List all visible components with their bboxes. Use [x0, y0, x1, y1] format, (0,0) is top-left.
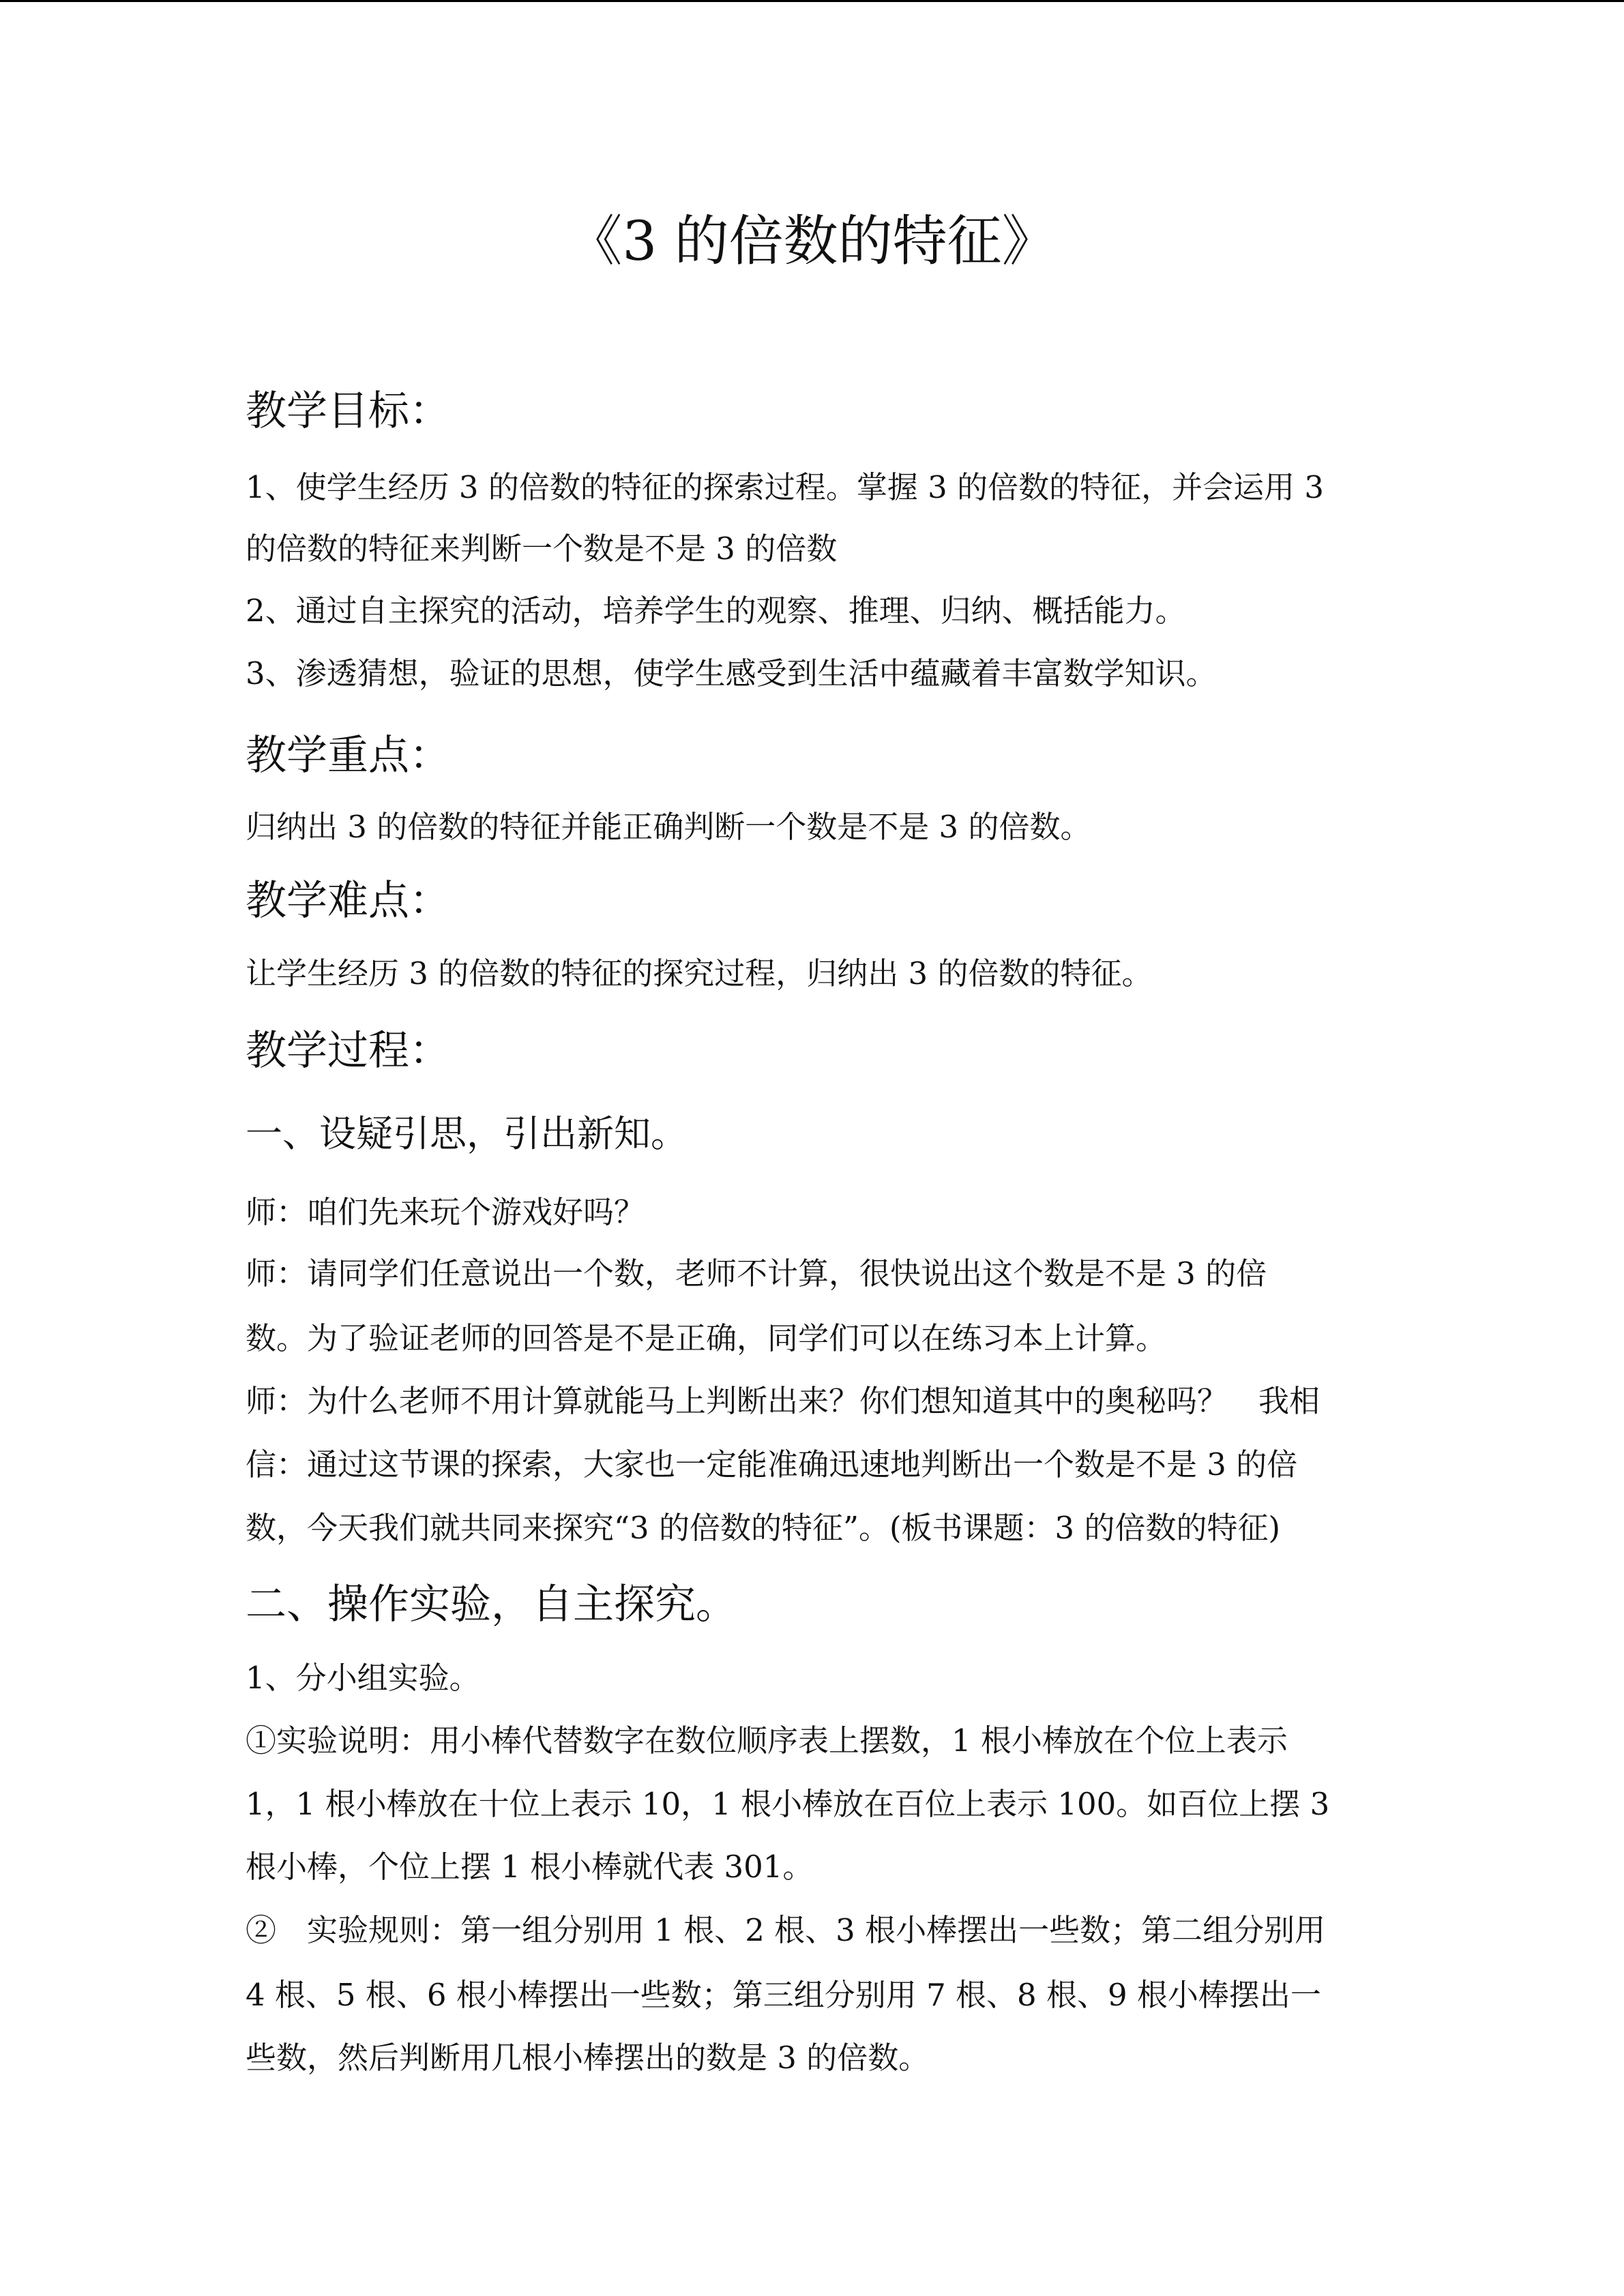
goal-line-3: 2、通过自主探究的活动，培养学生的观察、推理、归纳、概括能力。	[246, 593, 1186, 629]
section-2-line-1: 1、分小组实验。	[246, 1660, 480, 1696]
difficulties-text: 让学生经历 3 的倍数的特征的探究过程，归纳出 3 的倍数的特征。	[246, 955, 1153, 992]
section-2-line-7: 些数，然后判断用几根小棒摆出的数是 3 的倍数。	[246, 2040, 930, 2076]
section-2-line-5: ② 实验规则：第一组分别用 1 根、2 根、3 根小棒摆出一些数；第二组分别用	[246, 1912, 1326, 1948]
heading-teaching-difficulties: 教学难点：	[246, 877, 450, 925]
goal-line-1: 1、使学生经历 3 的倍数的特征的探索过程。掌握 3 的倍数的特征，并会运用 3	[246, 469, 1325, 505]
section-1-line-6: 数，今天我们就共同来探究“3 的倍数的特征”。(板书课题：3 的倍数的特征)	[246, 1510, 1280, 1546]
goal-line-4: 3、渗透猜想，验证的思想，使学生感受到生活中蕴藏着丰富数学知识。	[246, 655, 1217, 691]
heading-teaching-process: 教学过程：	[246, 1027, 450, 1075]
section-1-line-3: 数。为了验证老师的回答是不是正确，同学们可以在练习本上计算。	[246, 1320, 1167, 1356]
section-1-line-4: 师：为什么老师不用计算就能马上判断出来？你们想知道其中的奥秘吗？ 我相	[246, 1383, 1320, 1419]
goal-line-2: 的倍数的特征来判断一个数是不是 3 的倍数	[246, 531, 838, 567]
section-1-line-1: 师：咱们先来玩个游戏好吗？	[246, 1194, 645, 1230]
document-title: 《3 的倍数的特征》	[567, 209, 1057, 273]
section-2-line-3: 1，1 根小棒放在十位上表示 10，1 根小棒放在百位上表示 100。如百位上摆 3	[246, 1786, 1330, 1822]
section-2-heading: 二、操作实验，自主探究。	[246, 1581, 737, 1628]
section-1-line-2: 师：请同学们任意说出一个数，老师不计算，很快说出这个数是不是 3 的倍	[246, 1255, 1267, 1292]
section-1-line-5: 信：通过这节课的探索，大家也一定能准确迅速地判断出一个数是不是 3 的倍	[246, 1446, 1298, 1482]
section-2-line-4: 根小棒，个位上摆 1 根小棒就代表 301。	[246, 1849, 814, 1885]
section-2-line-2: ①实验说明：用小棒代替数字在数位顺序表上摆数，1 根小棒放在个位上表示	[246, 1723, 1288, 1759]
section-2-line-6: 4 根、5 根、6 根小棒摆出一些数；第三组分别用 7 根、8 根、9 根小棒摆出一	[246, 1977, 1321, 2013]
section-1-heading: 一、设疑引思，引出新知。	[246, 1112, 688, 1155]
heading-teaching-goals: 教学目标：	[246, 387, 450, 435]
key-points-text: 归纳出 3 的倍数的特征并能正确判断一个数是不是 3 的倍数。	[246, 809, 1091, 845]
heading-teaching-key-points: 教学重点：	[246, 732, 450, 779]
